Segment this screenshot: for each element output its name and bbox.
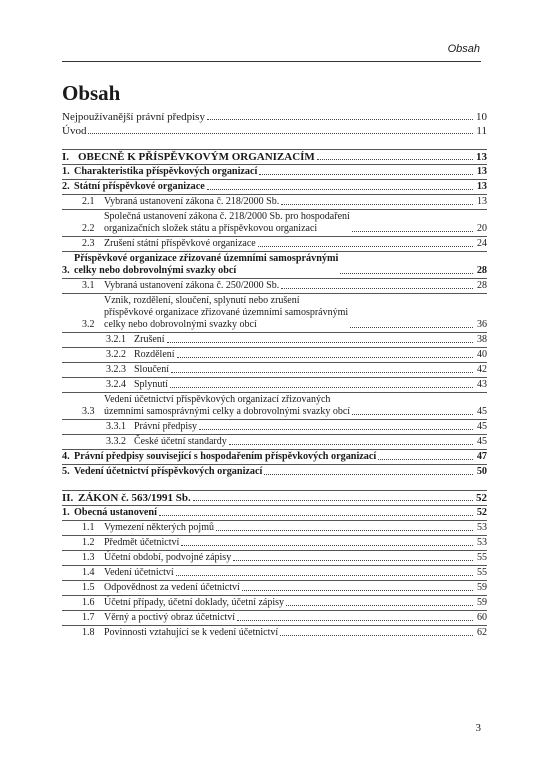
dot-leader xyxy=(378,459,473,460)
toc-entry-title: Společná ustanovení zákona č. 218/2000 Sb. pro hospodaření organizačních složek státu a příspěvkovou organizaci xyxy=(104,211,350,234)
dot-leader xyxy=(171,372,473,373)
dot-leader xyxy=(159,515,473,516)
toc-entry-page: 45 xyxy=(477,421,487,432)
toc-entry-page: 10 xyxy=(476,111,487,123)
toc-entry-number: II. xyxy=(62,492,77,504)
toc-entry-page: 52 xyxy=(476,507,487,518)
toc-entry-title: Rozdělení xyxy=(134,349,175,360)
toc-entry-number: 1.1 xyxy=(82,522,97,533)
toc-entry-page: 13 xyxy=(477,196,487,207)
toc-entry-title: Charakteristika příspěvkových organizací xyxy=(74,166,258,177)
toc-entry-number: I. xyxy=(62,151,72,163)
toc-entry xyxy=(62,164,487,179)
toc-entry xyxy=(62,535,487,550)
toc-entry-number: 1.5 xyxy=(82,582,97,593)
toc-entry-title: Vedení účetnictví xyxy=(104,567,174,578)
toc-entry-page: 55 xyxy=(477,552,487,563)
toc-entry-page: 45 xyxy=(477,406,487,417)
toc-entry-page: 42 xyxy=(477,364,487,375)
toc-entry-number: 3.2.2 xyxy=(106,349,129,360)
toc-entry-page: 24 xyxy=(477,238,487,249)
toc-entry-number: 1.8 xyxy=(82,627,97,638)
toc-entry-page: 13 xyxy=(476,151,487,163)
dot-leader xyxy=(242,590,473,591)
dot-leader xyxy=(199,429,473,430)
toc-entry xyxy=(62,293,487,332)
page-number: 3 xyxy=(475,722,481,734)
toc-entry-title: České účetní standardy xyxy=(134,436,227,447)
toc-entry-page: 55 xyxy=(477,567,487,578)
toc-entry-number: 3.3.1 xyxy=(106,421,129,432)
toc-entry-number: 5. xyxy=(62,466,73,477)
toc-entry-number: 3.2 xyxy=(82,319,97,330)
toc-entry xyxy=(62,434,487,449)
toc-entry-number: 3.1 xyxy=(82,280,97,291)
toc-entry xyxy=(62,565,487,580)
toc-entry xyxy=(62,124,487,138)
toc-entry-page: 11 xyxy=(476,125,487,137)
table-of-contents xyxy=(62,110,487,640)
toc-entry-title: Účetní případy, účetní doklady, účetní zápisy xyxy=(104,597,285,608)
toc-entry-number: 1.3 xyxy=(82,552,97,563)
dot-leader xyxy=(207,119,473,120)
toc-entry xyxy=(62,236,487,251)
toc-entry xyxy=(62,550,487,565)
toc-entry-title: Právní předpisy xyxy=(134,421,198,432)
dot-leader xyxy=(340,273,473,274)
toc-entry-number: 3.2.1 xyxy=(106,334,129,345)
toc-entry-title: Splynutí xyxy=(134,379,168,390)
toc-entry-page: 36 xyxy=(477,319,487,330)
toc-entry xyxy=(62,347,487,362)
toc-entry-number: 3.3.2 xyxy=(106,436,129,447)
toc-entry xyxy=(62,149,487,164)
dot-leader xyxy=(317,159,473,160)
toc-entry-page: 20 xyxy=(477,223,487,234)
toc-entry-number: 3.3 xyxy=(82,406,97,417)
dot-leader xyxy=(229,444,473,445)
toc-entry-number: 1. xyxy=(62,507,73,518)
toc-entry-page: 13 xyxy=(476,166,487,177)
toc-entry-title: OBECNĚ K PŘÍSPĚVKOVÝM ORGANIZACÍM xyxy=(78,151,315,163)
dot-leader xyxy=(258,246,473,247)
toc-entry xyxy=(62,110,487,124)
dot-leader xyxy=(233,560,473,561)
toc-entry-title: Vybraná ustanovení zákona č. 250/2000 Sb. xyxy=(104,280,280,291)
toc-entry-title: Povinnosti vztahující se k vedení účetnictví xyxy=(104,627,279,638)
toc-entry-number: 2. xyxy=(62,181,73,192)
toc-entry xyxy=(62,464,487,479)
dot-leader xyxy=(176,575,473,576)
toc-entry xyxy=(62,625,487,640)
toc-entry-title: Vedení účetnictví příspěvkových organizací zřizovaných územními samosprávnými celky a dobrovolnými svazky obcí xyxy=(104,394,351,417)
toc-entry xyxy=(62,179,487,194)
dot-leader xyxy=(352,231,473,232)
dot-leader xyxy=(281,288,473,289)
toc-entry-page: 38 xyxy=(477,334,487,345)
toc-entry-title: Vznik, rozdělení, sloučení, splynutí nebo zrušení příspěvkové organizace zřizované územními samosprávnými celky nebo dobrovolnými svazky obcí xyxy=(104,295,349,330)
toc-entry-page: 62 xyxy=(477,627,487,638)
toc-entry-page: 28 xyxy=(477,280,487,291)
toc-entry xyxy=(62,490,487,505)
toc-entry-page: 53 xyxy=(477,522,487,533)
toc-entry-title: Zrušení xyxy=(134,334,165,345)
toc-entry-title: Obecná ustanovení xyxy=(74,507,157,518)
dot-leader xyxy=(286,605,473,606)
toc-entry-page: 45 xyxy=(477,436,487,447)
toc-entry-page: 50 xyxy=(476,466,487,477)
toc-entry-title: Příspěvkové organizace zřizované územními samosprávnými celky nebo dobrovolnými svazky obcí xyxy=(74,253,339,276)
toc-entry-number: 3. xyxy=(62,265,73,276)
toc-entry-number: 1.2 xyxy=(82,537,97,548)
dot-leader xyxy=(216,530,473,531)
dot-leader xyxy=(281,204,473,205)
toc-entry-number: 1.6 xyxy=(82,597,97,608)
toc-entry xyxy=(62,377,487,392)
toc-entry-page: 47 xyxy=(476,451,487,462)
toc-entry-number: 1. xyxy=(62,166,73,177)
toc-entry-page: 13 xyxy=(476,181,487,192)
toc-entry-page: 40 xyxy=(477,349,487,360)
toc-entry xyxy=(62,595,487,610)
toc-entry xyxy=(62,278,487,293)
dot-leader xyxy=(207,189,473,190)
header-rule xyxy=(62,61,481,62)
toc-entry xyxy=(62,520,487,535)
dot-leader xyxy=(88,133,473,134)
toc-entry-title: Vymezení některých pojmů xyxy=(104,522,214,533)
toc-entry-title: Sloučení xyxy=(134,364,169,375)
dot-leader xyxy=(352,414,473,415)
toc-entry xyxy=(62,194,487,209)
toc-entry-page: 59 xyxy=(477,582,487,593)
dot-leader xyxy=(177,357,473,358)
dot-leader xyxy=(237,620,473,621)
toc-entry-title: Státní příspěvkové organizace xyxy=(74,181,205,192)
toc-entry-number: 3.2.4 xyxy=(106,379,129,390)
page-title: Obsah xyxy=(62,81,121,105)
toc-entry xyxy=(62,362,487,377)
toc-entry xyxy=(62,251,487,278)
toc-entry xyxy=(62,419,487,434)
toc-entry-page: 43 xyxy=(477,379,487,390)
dot-leader xyxy=(170,387,473,388)
toc-entry-page: 53 xyxy=(477,537,487,548)
toc-entry-number: 1.7 xyxy=(82,612,97,623)
toc-entry-number: 2.3 xyxy=(82,238,97,249)
dot-leader xyxy=(264,474,473,475)
toc-entry-number: 2.1 xyxy=(82,196,97,207)
dot-leader xyxy=(181,545,473,546)
toc-entry-page: 28 xyxy=(476,265,487,276)
dot-leader xyxy=(193,500,473,501)
toc-entry-page: 59 xyxy=(477,597,487,608)
toc-entry-title: Účetní období, podvojné zápisy xyxy=(104,552,232,563)
dot-leader xyxy=(280,635,473,636)
toc-entry xyxy=(62,392,487,419)
dot-leader xyxy=(167,342,473,343)
toc-entry-title: Úvod xyxy=(62,125,87,137)
toc-entry-title: Právní předpisy související s hospodařením příspěvkových organizací xyxy=(74,451,377,462)
toc-entry-number: 3.2.3 xyxy=(106,364,129,375)
toc-entry xyxy=(62,610,487,625)
toc-entry-number: 2.2 xyxy=(82,223,97,234)
toc-entry xyxy=(62,209,487,236)
toc-entry xyxy=(62,332,487,347)
toc-entry-title: Zrušení státní příspěvkové organizace xyxy=(104,238,256,249)
toc-entry-title: Vedení účetnictví příspěvkových organizací xyxy=(74,466,263,477)
toc-entry xyxy=(62,580,487,595)
toc-entry xyxy=(62,449,487,464)
toc-entry-page: 52 xyxy=(476,492,487,504)
toc-entry xyxy=(62,505,487,520)
toc-entry-title: ZÁKON č. 563/1991 Sb. xyxy=(78,492,191,504)
toc-entry-title: Vybraná ustanovení zákona č. 218/2000 Sb. xyxy=(104,196,280,207)
toc-entry-title: Odpovědnost za vedení účetnictví xyxy=(104,582,240,593)
dot-leader xyxy=(259,174,473,175)
dot-leader xyxy=(350,327,473,328)
toc-entry-number: 4. xyxy=(62,451,73,462)
toc-entry-title: Věrný a poctivý obraz účetnictví xyxy=(104,612,236,623)
toc-entry-number: 1.4 xyxy=(82,567,97,578)
running-header: Obsah xyxy=(447,43,480,55)
toc-entry-page: 60 xyxy=(477,612,487,623)
toc-entry-title: Nejpoužívanější právní předpisy xyxy=(62,111,205,123)
toc-entry-title: Předmět účetnictví xyxy=(104,537,180,548)
